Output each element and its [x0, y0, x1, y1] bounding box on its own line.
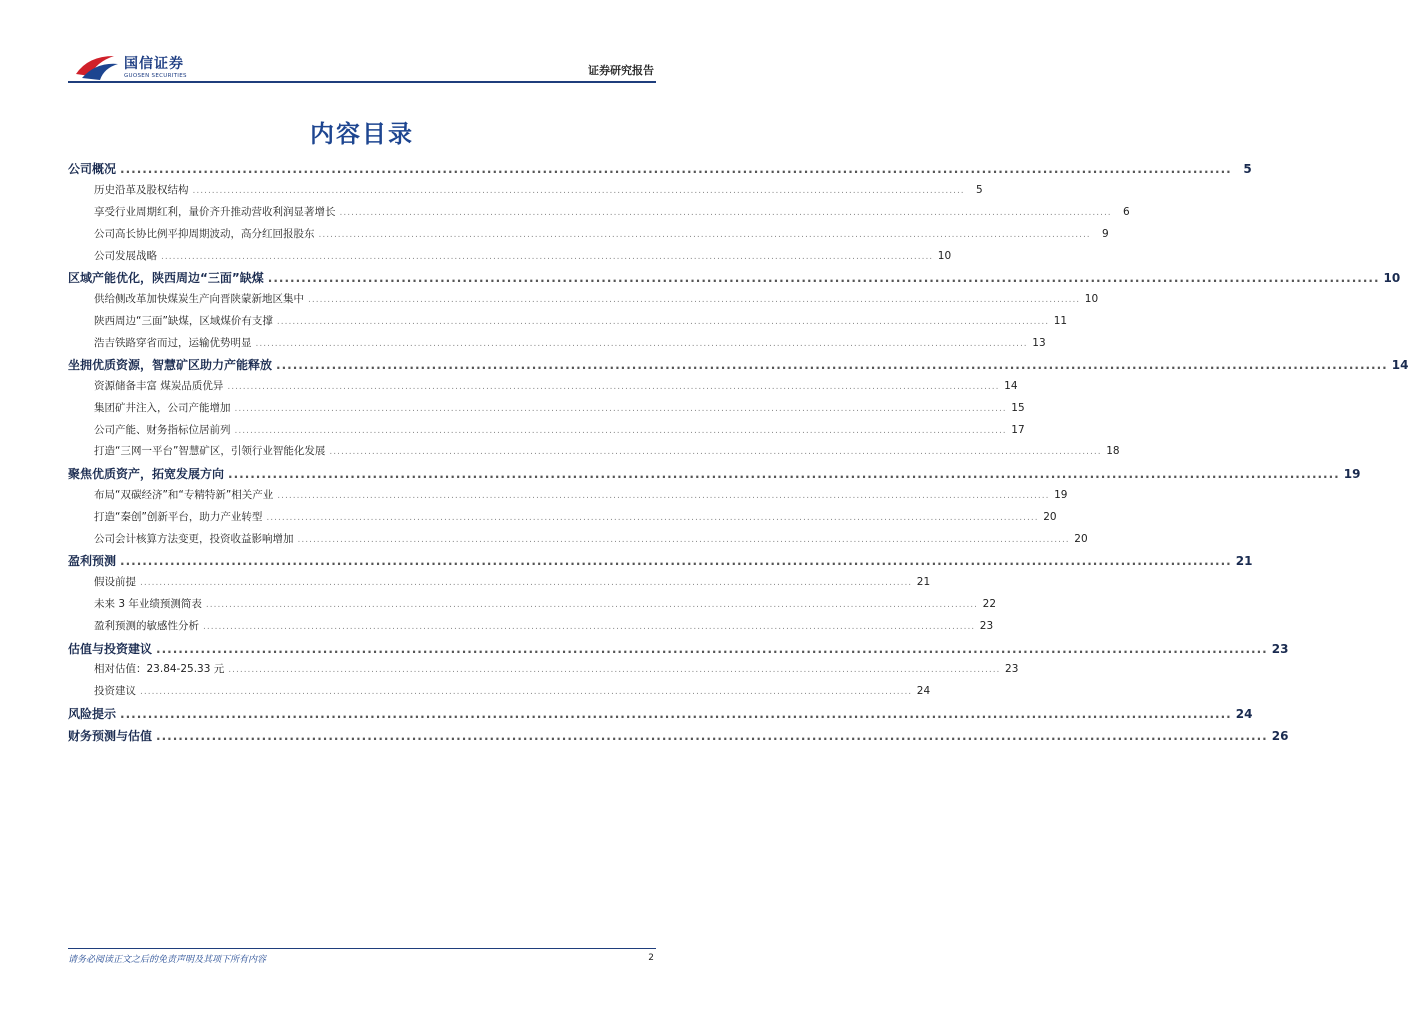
toc-dot-leader: ........................................................................................................................................................................................................: [140, 687, 913, 697]
toc-entry-page: 6: [1122, 206, 1130, 218]
page-number: 2: [648, 953, 654, 963]
toc-dot-leader: ........................................................................................................................................................................................................: [234, 404, 1007, 414]
toc-entry-title: 投资建议: [94, 685, 136, 697]
footer-divider: [68, 948, 656, 949]
toc-entry-page: 23: [979, 620, 994, 632]
toc-entry-page: 15: [1011, 402, 1025, 414]
toc-subsection-entry[interactable]: [94, 683, 931, 698]
toc-entry-page: 5: [975, 184, 983, 196]
toc-entry-page: 23: [1005, 663, 1019, 675]
toc-entry-title: 布局“双碳经济”和“专精特新”相关产业: [94, 489, 274, 501]
header-divider: [68, 81, 656, 83]
toc-entry-page: 23: [1271, 642, 1289, 656]
toc-entry-title: 公司发展战略: [94, 250, 157, 262]
toc-entry-page: 13: [1032, 337, 1046, 349]
toc-entry-title: 集团矿井注入，公司产能增加: [94, 402, 231, 414]
toc-subsection-entry[interactable]: [94, 596, 997, 611]
toc-section-entry[interactable]: [68, 640, 1289, 657]
toc-entry-title: 区域产能优化，陕西周边“三面”缺煤: [68, 271, 264, 285]
toc-entry-title: 享受行业周期红利，量价齐升推动营收利润显著增长: [94, 206, 336, 218]
toc-subsection-entry[interactable]: [94, 422, 1025, 437]
toc-entry-title: 坐拥优质资源，智慧矿区助力产能释放: [68, 358, 273, 372]
toc-entry-title: 打造“三网一平台”智慧矿区，引领行业智能化发展: [94, 445, 326, 457]
toc-subsection-entry[interactable]: [94, 443, 1120, 458]
toc-entry-page: 10: [937, 250, 952, 262]
toc-dot-leader: ........................................................................................................................................................................................................: [339, 208, 1112, 218]
toc-section-entry[interactable]: [68, 552, 1253, 569]
toc-dot-leader: ........................................................................................................................................................................................................: [267, 271, 1380, 285]
toc-section-entry[interactable]: [68, 160, 1252, 177]
toc-entry-page: 14: [1391, 358, 1408, 372]
toc-entry-title: 历史沿革及股权结构: [94, 184, 189, 196]
toc-entry-title: 盈利预测的敏感性分析: [94, 620, 199, 632]
toc-entry-title: 估值与投资建议: [68, 642, 153, 656]
toc-dot-leader: ........................................................................................................................................................................................................: [277, 491, 1050, 501]
toc-subsection-entry[interactable]: [94, 509, 1057, 524]
toc-entry-page: 17: [1011, 424, 1025, 436]
toc-entry-page: 5: [1243, 162, 1252, 176]
toc-subsection-entry[interactable]: [94, 204, 1130, 219]
toc-entry-page: 26: [1271, 729, 1289, 743]
toc-section-entry[interactable]: [68, 356, 1408, 373]
guosen-logo-mark-icon: [74, 52, 120, 82]
toc-subsection-entry[interactable]: [94, 400, 1025, 415]
toc-dot-leader: ........................................................................................................................................................................................................: [234, 426, 1007, 436]
toc-dot-leader: ........................................................................................................................................................................................................: [120, 554, 1232, 568]
toc-entry-title: 公司会计核算方法变更，投资收益影响增加: [94, 533, 294, 545]
toc-entry-page: 21: [1235, 554, 1253, 568]
toc-dot-leader: ........................................................................................................................................................................................................: [227, 382, 1000, 392]
toc-dot-leader: ........................................................................................................................................................................................................: [228, 665, 1001, 675]
toc-subsection-entry[interactable]: [94, 291, 1099, 306]
toc-dot-leader: ........................................................................................................................................................................................................: [203, 622, 976, 632]
toc-dot-leader: ........................................................................................................................................................................................................: [318, 230, 1091, 240]
toc-entry-page: 11: [1053, 315, 1068, 327]
toc-entry-title: 未来 3 年业绩预测简表: [94, 598, 202, 610]
toc-dot-leader: ........................................................................................................................................................................................................: [156, 729, 1268, 743]
toc-subsection-entry[interactable]: [94, 487, 1068, 502]
toc-entry-page: 21: [916, 576, 931, 588]
toc-entry-title: 相对估值：23.84-25.33 元: [94, 663, 225, 675]
toc-subsection-entry[interactable]: [94, 182, 983, 197]
toc-entry-page: 10: [1383, 271, 1401, 285]
logo-chinese-name: 国信证券: [124, 56, 184, 72]
toc-entry-title: 公司高长协比例平抑周期波动，高分红回报股东: [94, 228, 315, 240]
toc-entry-page: 10: [1084, 293, 1099, 305]
report-type-label: 证券研究报告: [588, 64, 654, 77]
toc-entry-title: 盈利预测: [68, 554, 117, 568]
toc-entry-title: 风险提示: [68, 707, 117, 721]
toc-entry-title: 公司概况: [68, 162, 117, 176]
toc-entry-title: 财务预测与估值: [68, 729, 153, 743]
toc-dot-leader: ........................................................................................................................................................................................................: [329, 447, 1102, 457]
toc-entry-title: 假设前提: [94, 576, 136, 588]
toc-dot-leader: ........................................................................................................................................................................................................: [192, 186, 965, 196]
toc-entry-page: 20: [1074, 533, 1088, 545]
toc-dot-leader: ........................................................................................................................................................................................................: [276, 358, 1388, 372]
toc-section-entry[interactable]: [68, 269, 1401, 286]
toc-dot-leader: ........................................................................................................................................................................................................: [205, 600, 979, 610]
toc-entry-title: 公司产能、财务指标位居前列: [94, 424, 231, 436]
toc-entry-page: 22: [982, 598, 997, 610]
toc-dot-leader: ........................................................................................................................................................................................................: [140, 578, 913, 588]
toc-subsection-entry[interactable]: [94, 531, 1088, 546]
toc-dot-leader: ........................................................................................................................................................................................................: [308, 295, 1081, 305]
toc-dot-leader: ........................................................................................................................................................................................................: [161, 252, 934, 262]
toc-entry-title: 资源储备丰富 煤炭品质优异: [94, 380, 224, 392]
toc-subsection-entry[interactable]: [94, 574, 931, 589]
toc-dot-leader: ........................................................................................................................................................................................................: [156, 642, 1268, 656]
toc-entry-page: 20: [1043, 511, 1057, 523]
toc-dot-leader: ........................................................................................................................................................................................................: [120, 162, 1232, 176]
toc-dot-leader: ........................................................................................................................................................................................................: [276, 317, 1050, 327]
toc-entry-page: 19: [1054, 489, 1068, 501]
toc-entry-page: 18: [1106, 445, 1120, 457]
toc-section-entry[interactable]: [68, 705, 1253, 722]
toc-dot-leader: ........................................................................................................................................................................................................: [120, 707, 1232, 721]
toc-dot-leader: ........................................................................................................................................................................................................: [228, 467, 1340, 481]
toc-subsection-entry[interactable]: [94, 313, 1068, 328]
toc-subsection-entry[interactable]: [94, 248, 952, 263]
toc-entry-title: 浩吉铁路穿省而过，运输优势明显: [94, 337, 252, 349]
toc-entry-page: 19: [1343, 467, 1361, 481]
page-header: [0, 0, 724, 88]
toc-subsection-entry[interactable]: [94, 378, 1018, 393]
footer-disclaimer: 请务必阅读正文之后的免责声明及其项下所有内容: [68, 955, 267, 965]
toc-entry-page: 24: [916, 685, 931, 697]
toc-entry-page: 24: [1235, 707, 1253, 721]
page-title: 内容目录: [310, 120, 414, 148]
toc-dot-leader: ........................................................................................................................................................................................................: [266, 513, 1039, 523]
toc-subsection-entry[interactable]: [94, 661, 1019, 676]
toc-entry-page: 14: [1004, 380, 1018, 392]
toc-entry-page: 9: [1101, 228, 1109, 240]
toc-subsection-entry[interactable]: [94, 335, 1046, 350]
toc-entry-title: 供给侧改革加快煤炭生产向晋陕蒙新地区集中: [94, 293, 304, 305]
toc-entry-title: 打造“秦创”创新平台，助力产业转型: [94, 511, 263, 523]
toc-entry-title: 陕西周边“三面”缺煤，区域煤价有支撑: [94, 315, 273, 327]
toc-subsection-entry[interactable]: [94, 618, 994, 633]
logo-english-name: GUOSEN SECURITIES: [124, 73, 187, 79]
toc-section-entry[interactable]: [68, 465, 1361, 482]
toc-entry-title: 聚焦优质资产，拓宽发展方向: [68, 467, 225, 481]
guosen-logo: [74, 52, 204, 84]
toc-dot-leader: ........................................................................................................................................................................................................: [297, 535, 1070, 545]
toc-section-entry[interactable]: [68, 727, 1289, 744]
toc-subsection-entry[interactable]: [94, 226, 1109, 241]
toc-dot-leader: ........................................................................................................................................................................................................: [255, 339, 1028, 349]
